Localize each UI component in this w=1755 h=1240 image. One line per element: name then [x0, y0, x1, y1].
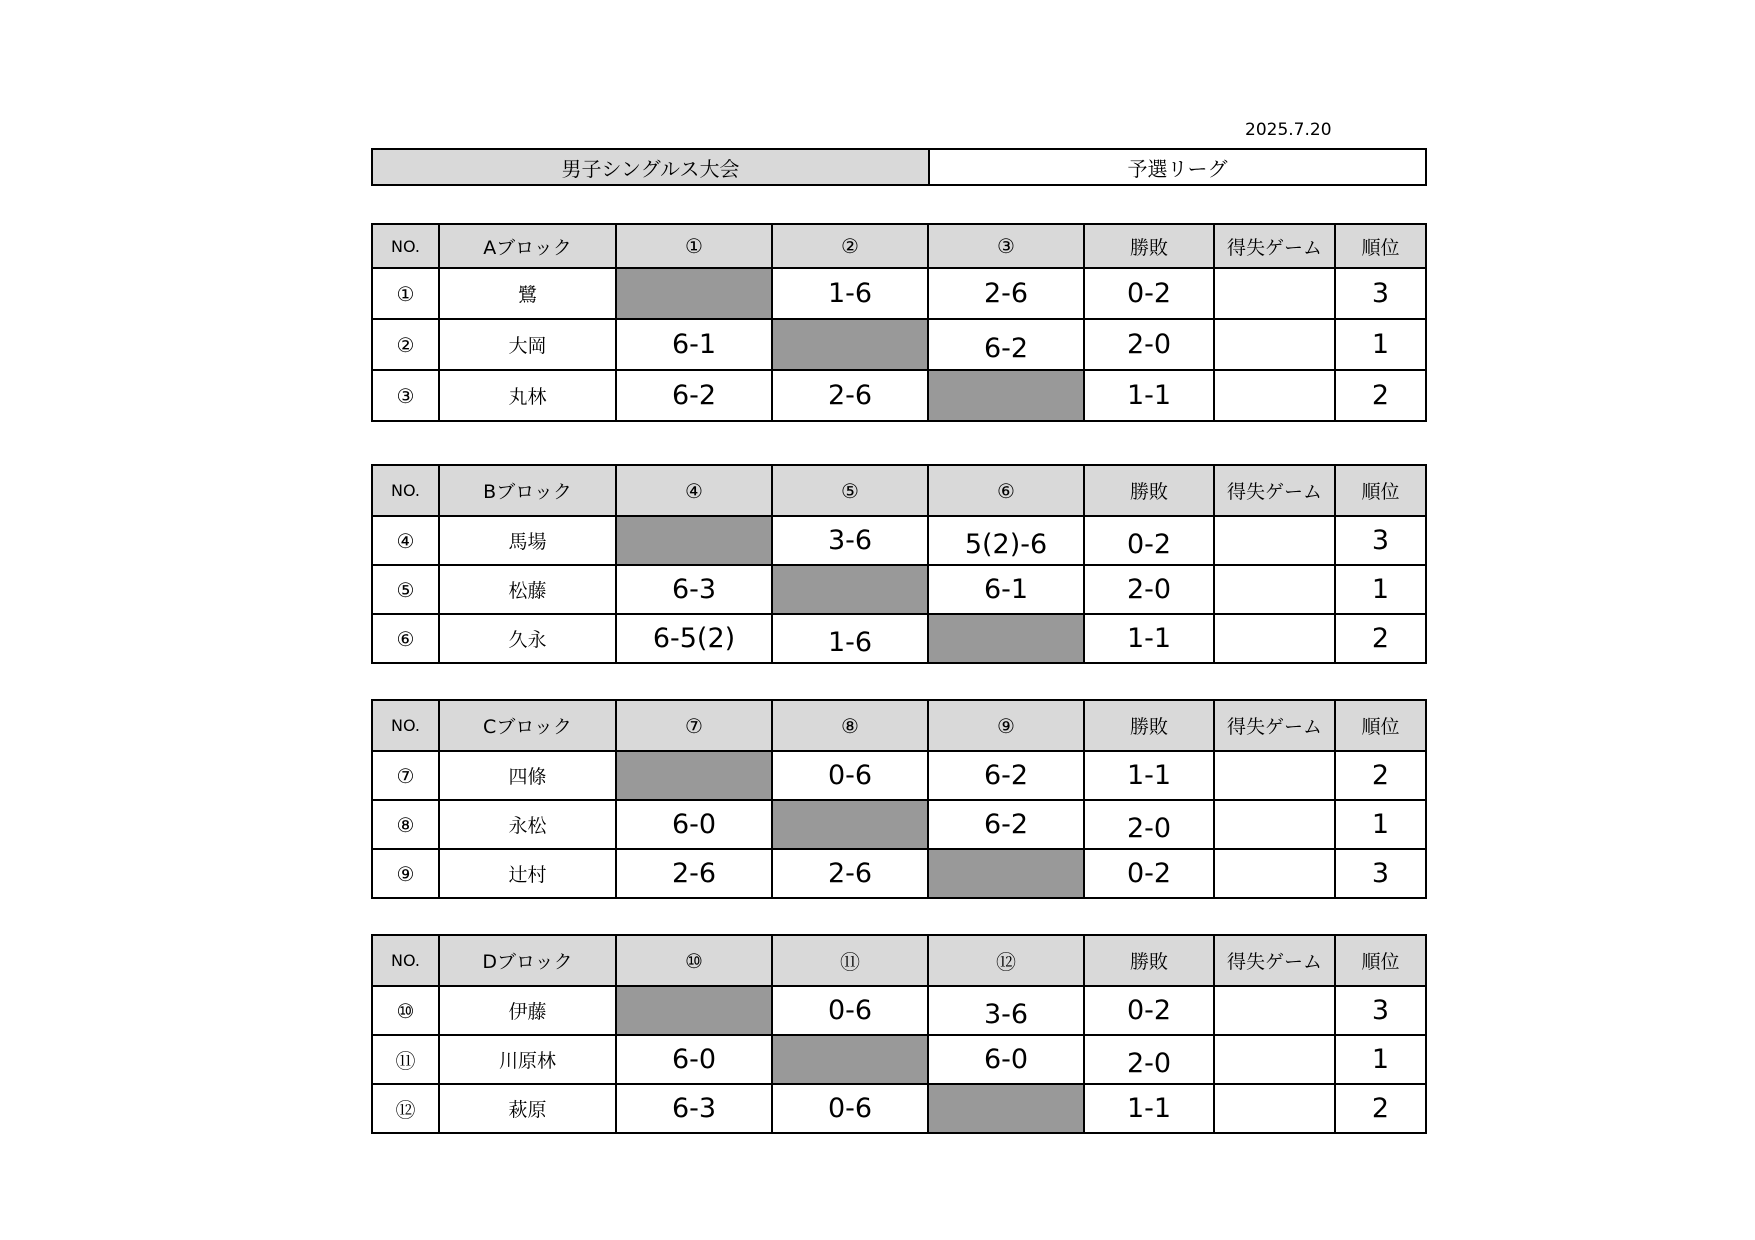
header-opponent: ①	[616, 224, 772, 268]
match-score: 2-6	[772, 849, 928, 898]
header-games: 得失ゲーム	[1214, 935, 1335, 986]
header-opponent: ⑨	[928, 700, 1084, 751]
player-no: ①	[372, 268, 439, 319]
win-loss: 0-2	[1084, 268, 1214, 319]
title-row	[372, 149, 1426, 185]
tournament-title: 男子シングルス大会	[372, 149, 929, 185]
block-label: Dブロック	[439, 935, 616, 986]
win-loss	[1084, 516, 1214, 565]
block-label: Aブロック	[439, 224, 616, 268]
games-diff	[1214, 268, 1335, 319]
header-no: NO.	[372, 700, 439, 751]
match-score: 0-6	[772, 751, 928, 800]
win-loss: 0-2	[1084, 986, 1214, 1035]
player-row	[372, 1035, 1426, 1084]
win-loss: 2-0	[1084, 565, 1214, 614]
match-score: 2-6	[616, 849, 772, 898]
match-score	[772, 614, 928, 663]
match-score: 2-6	[772, 370, 928, 421]
player-name: 伊藤	[439, 986, 616, 1035]
games-diff	[1214, 1084, 1335, 1133]
player-row	[372, 614, 1426, 663]
win-loss-text: 2-0	[1126, 813, 1172, 844]
header-no: NO.	[372, 935, 439, 986]
games-diff	[1214, 614, 1335, 663]
match-score-text: 6-2	[983, 333, 1029, 364]
games-diff	[1214, 986, 1335, 1035]
match-score-text: 1-6	[827, 627, 873, 658]
header-rank: 順位	[1335, 465, 1426, 516]
match-score: 6-3	[616, 565, 772, 614]
header-games: 得失ゲーム	[1214, 465, 1335, 516]
player-name: 鷺	[439, 268, 616, 319]
header-opponent: ⑫	[928, 935, 1084, 986]
header-opponent: ⑩	[616, 935, 772, 986]
header-rank: 順位	[1335, 224, 1426, 268]
match-score-text: 3-6	[983, 999, 1029, 1030]
match-score: 6-0	[928, 1035, 1084, 1084]
player-rank: 2	[1335, 370, 1426, 421]
player-no: ⑦	[372, 751, 439, 800]
player-rank: 1	[1335, 800, 1426, 849]
match-score: 6-0	[616, 800, 772, 849]
player-rank: 2	[1335, 614, 1426, 663]
match-score: 0-6	[772, 1084, 928, 1133]
games-diff	[1214, 516, 1335, 565]
player-row	[372, 516, 1426, 565]
games-diff	[1214, 1035, 1335, 1084]
player-name: 辻村	[439, 849, 616, 898]
win-loss: 1-1	[1084, 751, 1214, 800]
header-opponent: ④	[616, 465, 772, 516]
self-match-cell	[928, 849, 1084, 898]
player-rank: 3	[1335, 986, 1426, 1035]
block-header-row	[372, 465, 1426, 516]
self-match-cell	[616, 751, 772, 800]
player-rank: 3	[1335, 849, 1426, 898]
match-score: 6-1	[616, 319, 772, 370]
player-no: ⑧	[372, 800, 439, 849]
match-score: 6-2	[928, 800, 1084, 849]
player-no: ②	[372, 319, 439, 370]
block-label: Bブロック	[439, 465, 616, 516]
self-match-cell	[772, 1035, 928, 1084]
match-score: 1-6	[772, 268, 928, 319]
match-score: 6-0	[616, 1035, 772, 1084]
player-name: 川原林	[439, 1035, 616, 1084]
match-score: 6-2	[928, 751, 1084, 800]
win-loss: 1-1	[1084, 1084, 1214, 1133]
player-rank: 1	[1335, 565, 1426, 614]
match-score: 2-6	[928, 268, 1084, 319]
match-score	[928, 516, 1084, 565]
header-opponent: ⑧	[772, 700, 928, 751]
round-title: 予選リーグ	[929, 149, 1426, 185]
player-row	[372, 751, 1426, 800]
player-no: ④	[372, 516, 439, 565]
self-match-cell	[928, 1084, 1084, 1133]
win-loss: 1-1	[1084, 370, 1214, 421]
match-score	[928, 319, 1084, 370]
player-name: 丸林	[439, 370, 616, 421]
block-label: Cブロック	[439, 700, 616, 751]
player-name: 萩原	[439, 1084, 616, 1133]
win-loss: 0-2	[1084, 849, 1214, 898]
player-row	[372, 800, 1426, 849]
player-row	[372, 565, 1426, 614]
win-loss-text: 0-2	[1126, 529, 1172, 560]
player-rank: 2	[1335, 751, 1426, 800]
win-loss: 1-1	[1084, 614, 1214, 663]
header-win-loss: 勝敗	[1084, 935, 1214, 986]
title-table	[371, 148, 1427, 186]
header-no: NO.	[372, 224, 439, 268]
games-diff	[1214, 370, 1335, 421]
player-name: 久永	[439, 614, 616, 663]
player-row	[372, 986, 1426, 1035]
player-no: ⑪	[372, 1035, 439, 1084]
block-table	[371, 699, 1427, 899]
block-table	[371, 223, 1427, 422]
player-name: 四條	[439, 751, 616, 800]
header-no: NO.	[372, 465, 439, 516]
match-score	[928, 986, 1084, 1035]
self-match-cell	[616, 268, 772, 319]
header-opponent: ⑤	[772, 465, 928, 516]
player-rank: 1	[1335, 319, 1426, 370]
player-no: ⑥	[372, 614, 439, 663]
player-no: ⑤	[372, 565, 439, 614]
self-match-cell	[772, 319, 928, 370]
player-name: 大岡	[439, 319, 616, 370]
header-win-loss: 勝敗	[1084, 700, 1214, 751]
self-match-cell	[928, 614, 1084, 663]
win-loss	[1084, 800, 1214, 849]
games-diff	[1214, 849, 1335, 898]
match-score: 6-5(2)	[616, 614, 772, 663]
player-no: ③	[372, 370, 439, 421]
player-row	[372, 268, 1426, 319]
block-header-row	[372, 700, 1426, 751]
games-diff	[1214, 800, 1335, 849]
player-rank: 2	[1335, 1084, 1426, 1133]
block-header-row	[372, 935, 1426, 986]
self-match-cell	[616, 986, 772, 1035]
header-opponent: ⑪	[772, 935, 928, 986]
player-name: 永松	[439, 800, 616, 849]
self-match-cell	[616, 516, 772, 565]
player-row	[372, 319, 1426, 370]
player-no: ⑨	[372, 849, 439, 898]
match-score: 6-2	[616, 370, 772, 421]
player-name: 馬場	[439, 516, 616, 565]
self-match-cell	[772, 565, 928, 614]
header-games: 得失ゲーム	[1214, 700, 1335, 751]
match-score: 6-1	[928, 565, 1084, 614]
block-table	[371, 934, 1427, 1134]
win-loss-text: 2-0	[1126, 1048, 1172, 1079]
header-rank: 順位	[1335, 700, 1426, 751]
player-row	[372, 1084, 1426, 1133]
player-name: 松藤	[439, 565, 616, 614]
win-loss	[1084, 1035, 1214, 1084]
games-diff	[1214, 751, 1335, 800]
match-score: 6-3	[616, 1084, 772, 1133]
header-win-loss: 勝敗	[1084, 224, 1214, 268]
header-win-loss: 勝敗	[1084, 465, 1214, 516]
match-score: 0-6	[772, 986, 928, 1035]
block-header-row	[372, 224, 1426, 268]
self-match-cell	[928, 370, 1084, 421]
player-row	[372, 370, 1426, 421]
player-rank: 3	[1335, 516, 1426, 565]
header-opponent: ③	[928, 224, 1084, 268]
self-match-cell	[772, 800, 928, 849]
header-opponent: ⑦	[616, 700, 772, 751]
player-no: ⑫	[372, 1084, 439, 1133]
player-no: ⑩	[372, 986, 439, 1035]
header-opponent: ②	[772, 224, 928, 268]
player-rank: 3	[1335, 268, 1426, 319]
document-date: 2025.7.20	[1245, 120, 1332, 140]
win-loss: 2-0	[1084, 319, 1214, 370]
games-diff	[1214, 319, 1335, 370]
header-games: 得失ゲーム	[1214, 224, 1335, 268]
games-diff	[1214, 565, 1335, 614]
header-rank: 順位	[1335, 935, 1426, 986]
match-score-text: 5(2)-6	[964, 529, 1048, 560]
player-rank: 1	[1335, 1035, 1426, 1084]
player-row	[372, 849, 1426, 898]
header-opponent: ⑥	[928, 465, 1084, 516]
match-score: 3-6	[772, 516, 928, 565]
block-table	[371, 464, 1427, 664]
